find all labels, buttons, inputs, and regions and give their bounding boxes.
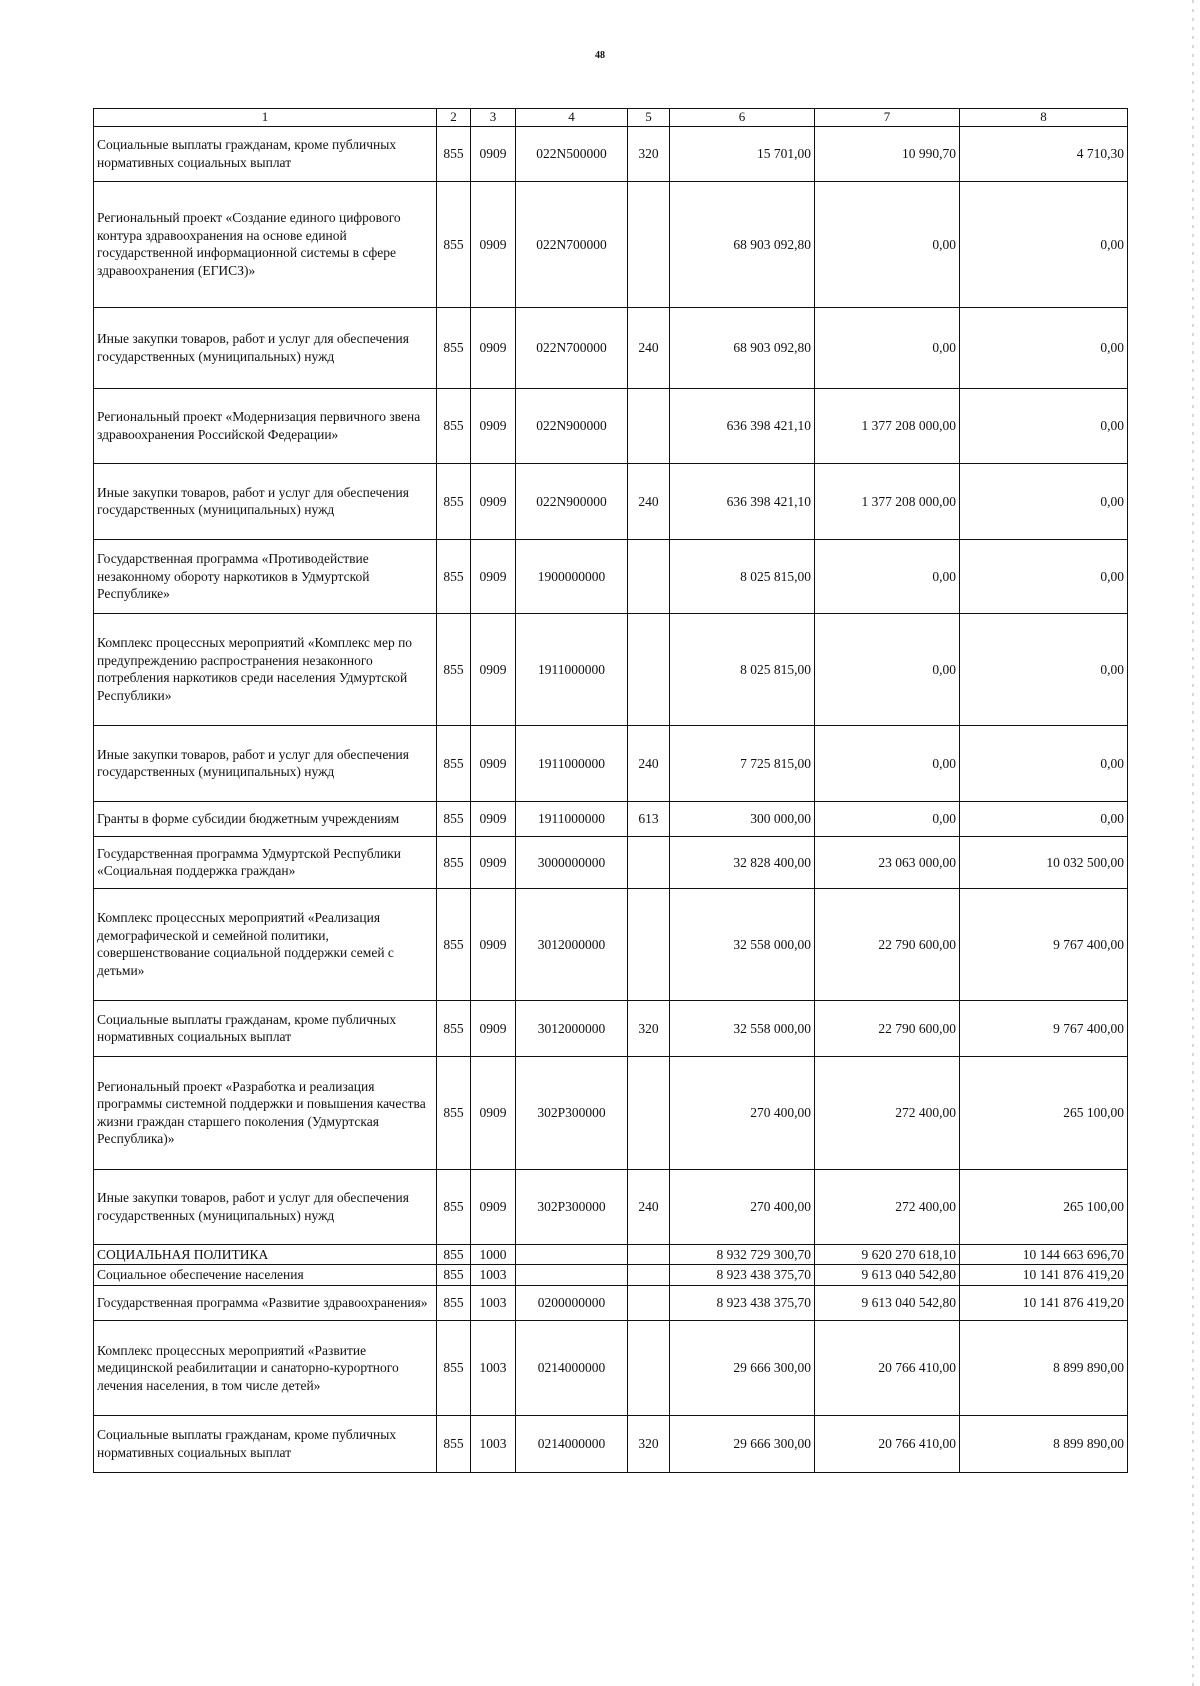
cell-col2: 855 [437,126,471,181]
cell-col4: 022N900000 [516,388,628,463]
cell-col7: 23 063 000,00 [815,836,960,888]
row-name: Иные закупки товаров, работ и услуг для обеспечения государственных (муниципальных) нужд [94,1169,437,1244]
table-row [94,801,1128,836]
cell-col4: 0214000000 [516,1415,628,1472]
row-name: Государственная программа Удмуртской Республики «Социальная поддержка граждан» [94,836,437,888]
cell-col7: 0,00 [815,613,960,725]
cell-col8: 0,00 [960,539,1128,613]
cell-col3: 0909 [471,888,516,1000]
row-name: Региональный проект «Создание единого цифрового контура здравоохранения на основе единой государственной информационной системы в сфере здравоохранения (ЕГИСЗ)» [94,181,437,307]
cell-col4 [516,1265,628,1286]
cell-col8: 8 899 890,00 [960,1415,1128,1472]
cell-col8: 10 141 876 419,20 [960,1265,1128,1286]
cell-col7: 20 766 410,00 [815,1415,960,1472]
cell-col4: 1911000000 [516,725,628,801]
cell-col4: 1911000000 [516,613,628,725]
cell-col8: 0,00 [960,801,1128,836]
cell-col2: 855 [437,888,471,1000]
column-header: 6 [670,109,815,127]
cell-col5 [628,1244,670,1265]
cell-col5: 320 [628,1000,670,1056]
row-name: Комплекс процессных мероприятий «Развитие медицинской реабилитации и санаторно-курортного лечения населения, в том числе детей» [94,1320,437,1415]
table-row [94,1000,1128,1056]
cell-col8: 0,00 [960,181,1128,307]
cell-col5: 613 [628,801,670,836]
cell-col6: 7 725 815,00 [670,725,815,801]
cell-col7: 20 766 410,00 [815,1320,960,1415]
cell-col2: 855 [437,539,471,613]
column-header: 3 [471,109,516,127]
table-row [94,1056,1128,1169]
cell-col8: 0,00 [960,613,1128,725]
row-name: Иные закупки товаров, работ и услуг для обеспечения государственных (муниципальных) нужд [94,307,437,388]
cell-col4: 1911000000 [516,801,628,836]
cell-col8: 265 100,00 [960,1169,1128,1244]
cell-col7: 10 990,70 [815,126,960,181]
row-name: Государственная программа «Развитие здравоохранения» [94,1285,437,1320]
cell-col7: 22 790 600,00 [815,888,960,1000]
cell-col5: 240 [628,1169,670,1244]
table-row [94,463,1128,539]
cell-col5 [628,181,670,307]
cell-col3: 1003 [471,1265,516,1286]
cell-col5: 320 [628,126,670,181]
cell-col2: 855 [437,1056,471,1169]
cell-col4: 022N500000 [516,126,628,181]
cell-col5 [628,1056,670,1169]
column-header: 7 [815,109,960,127]
row-name: Комплекс процессных мероприятий «Реализация демографической и семейной политики, совершенствование социальной поддержки семей с детьми» [94,888,437,1000]
column-header: 2 [437,109,471,127]
cell-col3: 0909 [471,801,516,836]
cell-col6: 8 932 729 300,70 [670,1244,815,1265]
cell-col6: 15 701,00 [670,126,815,181]
cell-col7: 9 613 040 542,80 [815,1265,960,1286]
cell-col3: 1003 [471,1285,516,1320]
scan-edge-mark [1192,0,1194,1686]
cell-col2: 855 [437,1000,471,1056]
cell-col4: 3012000000 [516,888,628,1000]
cell-col3: 0909 [471,1000,516,1056]
row-name: Социальные выплаты гражданам, кроме публичных нормативных социальных выплат [94,1415,437,1472]
table-row [94,613,1128,725]
cell-col7: 0,00 [815,539,960,613]
cell-col5 [628,1265,670,1286]
cell-col6: 68 903 092,80 [670,181,815,307]
cell-col8: 9 767 400,00 [960,1000,1128,1056]
cell-col2: 855 [437,1285,471,1320]
row-name: Региональный проект «Разработка и реализация программы системной поддержки и повышения качества жизни граждан старшего поколения (Удмуртская Республика)» [94,1056,437,1169]
cell-col4 [516,1244,628,1265]
table-row [94,1415,1128,1472]
page-number: 48 [595,50,605,61]
cell-col7: 272 400,00 [815,1056,960,1169]
cell-col5: 320 [628,1415,670,1472]
cell-col8: 4 710,30 [960,126,1128,181]
cell-col2: 855 [437,1415,471,1472]
table-row [94,1265,1128,1286]
cell-col6: 636 398 421,10 [670,388,815,463]
cell-col4: 022N900000 [516,463,628,539]
cell-col6: 300 000,00 [670,801,815,836]
cell-col5: 240 [628,725,670,801]
cell-col3: 1000 [471,1244,516,1265]
cell-col2: 855 [437,1169,471,1244]
header-row [94,109,1128,127]
cell-col3: 0909 [471,388,516,463]
row-name: Социальные выплаты гражданам, кроме публичных нормативных социальных выплат [94,126,437,181]
cell-col8: 0,00 [960,463,1128,539]
cell-col5 [628,1320,670,1415]
cell-col5 [628,539,670,613]
cell-col8: 265 100,00 [960,1056,1128,1169]
column-header: 8 [960,109,1128,127]
cell-col2: 855 [437,463,471,539]
cell-col3: 0909 [471,836,516,888]
cell-col4: 3012000000 [516,1000,628,1056]
table-row [94,1169,1128,1244]
cell-col7: 272 400,00 [815,1169,960,1244]
cell-col2: 855 [437,1244,471,1265]
cell-col8: 10 032 500,00 [960,836,1128,888]
cell-col4: 1900000000 [516,539,628,613]
cell-col5 [628,388,670,463]
cell-col4: 0214000000 [516,1320,628,1415]
cell-col7: 0,00 [815,307,960,388]
cell-col8: 10 144 663 696,70 [960,1244,1128,1265]
cell-col8: 9 767 400,00 [960,888,1128,1000]
cell-col3: 0909 [471,307,516,388]
cell-col2: 855 [437,307,471,388]
cell-col2: 855 [437,836,471,888]
cell-col6: 32 558 000,00 [670,888,815,1000]
cell-col3: 0909 [471,725,516,801]
column-header: 1 [94,109,437,127]
table-row [94,539,1128,613]
cell-col7: 9 613 040 542,80 [815,1285,960,1320]
cell-col6: 32 558 000,00 [670,1000,815,1056]
cell-col2: 855 [437,725,471,801]
cell-col4: 022N700000 [516,307,628,388]
cell-col3: 0909 [471,1056,516,1169]
cell-col6: 8 923 438 375,70 [670,1265,815,1286]
cell-col6: 270 400,00 [670,1169,815,1244]
cell-col5: 240 [628,307,670,388]
cell-col2: 855 [437,801,471,836]
cell-col8: 10 141 876 419,20 [960,1285,1128,1320]
cell-col6: 8 025 815,00 [670,539,815,613]
cell-col3: 0909 [471,613,516,725]
cell-col3: 0909 [471,463,516,539]
cell-col4: 022N700000 [516,181,628,307]
cell-col5 [628,613,670,725]
cell-col3: 1003 [471,1320,516,1415]
cell-col5 [628,888,670,1000]
cell-col6: 270 400,00 [670,1056,815,1169]
column-header: 5 [628,109,670,127]
cell-col2: 855 [437,1320,471,1415]
table-row [94,1285,1128,1320]
cell-col2: 855 [437,613,471,725]
cell-col3: 1003 [471,1415,516,1472]
cell-col4: 302P300000 [516,1169,628,1244]
row-name: Иные закупки товаров, работ и услуг для обеспечения государственных (муниципальных) нужд [94,725,437,801]
table-row [94,1320,1128,1415]
cell-col7: 0,00 [815,801,960,836]
table-row [94,307,1128,388]
cell-col8: 0,00 [960,307,1128,388]
table-row [94,181,1128,307]
cell-col6: 68 903 092,80 [670,307,815,388]
table-row [94,888,1128,1000]
table-row [94,1244,1128,1265]
table-row [94,126,1128,181]
cell-col3: 0909 [471,181,516,307]
table-row [94,725,1128,801]
row-name: Социальные выплаты гражданам, кроме публичных нормативных социальных выплат [94,1000,437,1056]
cell-col7: 0,00 [815,725,960,801]
row-name: СОЦИАЛЬНАЯ ПОЛИТИКА [94,1244,437,1265]
row-name: Социальное обеспечение населения [94,1265,437,1286]
row-name: Иные закупки товаров, работ и услуг для обеспечения государственных (муниципальных) нужд [94,463,437,539]
row-name: Гранты в форме субсидии бюджетным учреждениям [94,801,437,836]
table-body [94,126,1128,1472]
row-name: Комплекс процессных мероприятий «Комплекс мер по предупреждению распространения незаконного потребления наркотиков среди населения Удмуртской Республики» [94,613,437,725]
table-row [94,388,1128,463]
cell-col6: 636 398 421,10 [670,463,815,539]
cell-col8: 8 899 890,00 [960,1320,1128,1415]
cell-col2: 855 [437,388,471,463]
cell-col6: 8 923 438 375,70 [670,1285,815,1320]
column-header: 4 [516,109,628,127]
cell-col5 [628,1285,670,1320]
cell-col2: 855 [437,1265,471,1286]
cell-col4: 3000000000 [516,836,628,888]
cell-col7: 22 790 600,00 [815,1000,960,1056]
cell-col6: 29 666 300,00 [670,1320,815,1415]
cell-col8: 0,00 [960,725,1128,801]
cell-col7: 9 620 270 618,10 [815,1244,960,1265]
cell-col5: 240 [628,463,670,539]
cell-col6: 32 828 400,00 [670,836,815,888]
cell-col4: 302P300000 [516,1056,628,1169]
table-row [94,836,1128,888]
row-name: Государственная программа «Противодействие незаконному обороту наркотиков в Удмуртской Республике» [94,539,437,613]
cell-col4: 0200000000 [516,1285,628,1320]
cell-col3: 0909 [471,126,516,181]
cell-col8: 0,00 [960,388,1128,463]
cell-col5 [628,836,670,888]
cell-col7: 0,00 [815,181,960,307]
budget-table [93,108,1128,1473]
cell-col3: 0909 [471,539,516,613]
cell-col3: 0909 [471,1169,516,1244]
cell-col6: 29 666 300,00 [670,1415,815,1472]
cell-col6: 8 025 815,00 [670,613,815,725]
cell-col7: 1 377 208 000,00 [815,388,960,463]
cell-col2: 855 [437,181,471,307]
row-name: Региональный проект «Модернизация первичного звена здравоохранения Российской Федерации» [94,388,437,463]
cell-col7: 1 377 208 000,00 [815,463,960,539]
